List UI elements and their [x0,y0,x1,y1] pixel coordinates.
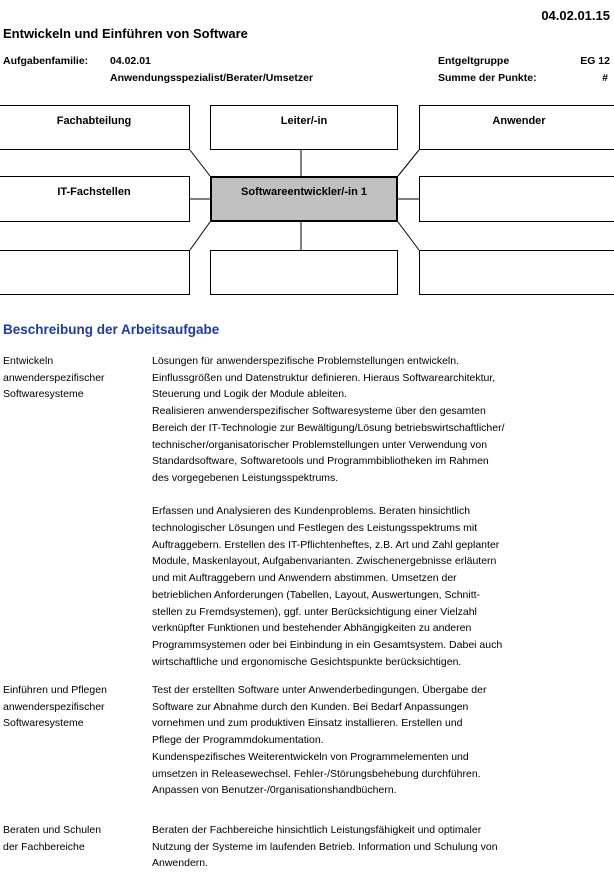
pay-group-value: EG 12 [580,55,610,67]
box-bottom-center [210,250,398,295]
task-2-paragraph-1 [152,682,612,799]
task-1-label [3,353,143,403]
text-line: Beraten der Fachbereiche hinsichtlich Leistungsfähigkeit und optimaler [152,824,482,836]
task-3-description [152,822,612,872]
text-line: Lösungen für anwenderspezifische Problemstellungen entwickeln. [152,355,460,367]
box-bottom-right [419,250,614,295]
text-line: Steuerung und Logik der Module ableiten. [152,388,347,401]
text-line: Erfassen und Analysieren des Kundenproblems. Beraten hinsichtlich [152,505,471,518]
box-department [0,105,190,150]
box-software-developer [210,176,398,222]
box-it-departments-label: IT-Fachstellen [57,186,131,198]
task-label-line: Einführen und Pflegen [3,684,107,696]
text-line: Pflege der Programmdokumentation. [152,734,324,747]
text-line: Programmsystemen oder bei Einbindung in ein Gesamtsystem. Dabei auch [152,638,503,651]
task-label-line: Softwaresysteme [3,717,84,730]
text-line: Test der erstellten Software unter Anwenderbedingungen. Übergabe der [152,684,487,696]
points-value: # [602,72,608,84]
text-line: Standardsoftware, Softwaretools und Programmbibliotheken im Rahmen [152,455,489,468]
text-line: vornehmen und zum produktiven Einsatz installieren. Erstellen und [152,717,463,730]
box-department-label: Fachabteilung [56,115,132,127]
task-label-line: Softwaresysteme [3,388,84,401]
points-label: Summe der Punkte: [438,72,537,84]
task-3-paragraph-1 [152,822,612,872]
text-line: umsetzen in Releasewechsel. Fehler-/Störungsbehebung durchführen. [152,767,481,780]
task-label-line: Beraten und Schulen [3,824,102,836]
text-line: des vorgegebenen Leistungsspektrums. [152,471,339,484]
box-user-label: Anwender [492,115,546,127]
family-name: Anwendungsspezialist/Berater/Umsetzer [110,72,314,84]
text-line: Anwendern. [152,857,209,870]
text-line: Realisieren anwenderspezifischer Softwaresysteme über den gesamten [152,405,486,418]
pay-group-label: Entgeltgruppe [438,55,510,67]
family-label: Aufgabenfamilie: [3,55,89,67]
task-2-label [3,682,143,732]
box-manager [210,105,398,150]
box-manager-label: Leiter/-in [280,115,328,127]
task-label-line: der Fachbereiche [3,840,85,853]
task-label-line: Entwickeln [3,355,54,367]
section-title: Beschreibung der Arbeitsaufgabe [3,322,220,337]
box-mid-right [419,176,614,222]
task-1-paragraph-1 [152,353,612,487]
document-title: Entwickeln und Einführen von Software [3,26,248,41]
task-label-line: anwenderspezifischer [3,700,105,713]
box-bottom-left [0,250,190,295]
text-line: Einflussgrößen und Datenstruktur definieren. Hieraus Softwarearchitektur, [152,371,496,384]
text-line: technologischer Lösungen und Festlegen des Leistungsspektrums mit [152,522,478,535]
task-1-paragraph-2 [152,503,612,670]
text-line: Kundenspezifisches Weiterentwickeln von Programmelementen und [152,750,469,763]
document-code: 04.02.01.15 [541,8,610,23]
text-line: und mit Auftraggebern und Anwendern abstimmen. Umsetzen der [152,572,457,585]
task-3-label [3,822,143,855]
text-line: verknüpfter Funktionen und bestehender Abhängigkeiten zu anderen [152,622,472,635]
text-line: wirtschaftliche und ergonomische Gesichtspunkte berücksichtigen. [152,655,462,668]
text-line: Module, Maskenlayout, Aufgabenvarianten. Zwischenergebnisse erläutern [152,555,497,568]
family-code: 04.02.01 [110,55,151,67]
text-line: Anpassen von Benutzer-/0rganisationshandbüchern. [152,784,397,797]
task-2-description [152,682,612,799]
text-line: stellen zu Fremdsystemen), ggf. unter Berücksichtigung einer Vielzahl [152,605,477,618]
box-user [419,105,614,150]
task-1-description [152,353,612,670]
task-label-line: anwenderspezifischer [3,371,105,384]
text-line: Auftraggebern. Erstellen des IT-Pflichtenheftes, z.B. Art und Zahl geplanter [152,538,500,551]
text-line: Nutzung der Systeme im laufenden Betrieb. Information und Schulung von [152,840,498,853]
text-line: Bereich der IT-Technologie zur Bewältigung/Lösung betriebswirtschaftlicher/ [152,421,505,434]
text-line: betrieblichen Anforderungen (Tabellen, Layout, Auswertungen, Schnitt- [152,588,481,601]
box-it-departments [0,176,190,222]
text-line: Software zur Abnahme durch den Kunden. Bei Bedarf Anpassungen [152,700,469,713]
box-software-developer-label: Softwareentwickler/-in 1 [241,186,367,198]
text-line: technischer/organisatorischer Problemstellungen unter Verwendung von [152,438,488,451]
